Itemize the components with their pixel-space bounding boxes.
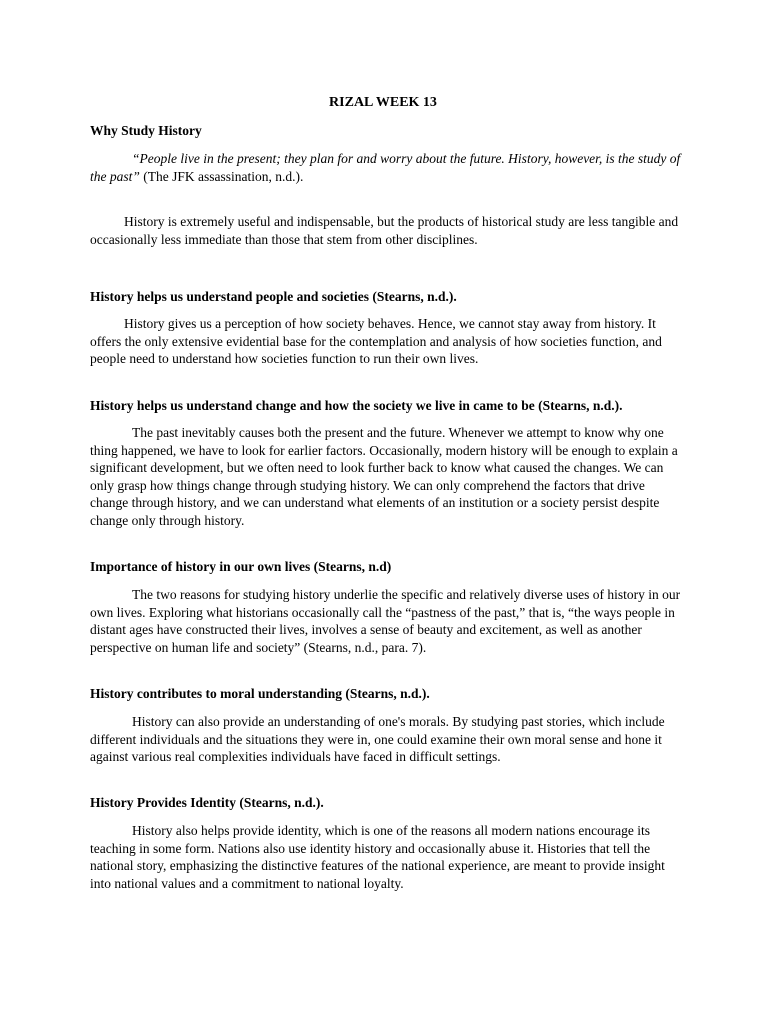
section-body-own-lives: The two reasons for studying history underlie the specific and relatively diverse uses of history in our own lives. Exploring what historians occasionally call the “pastness of the past,” that is, “the ways people in distant ages have constructed their lives, involves a sense of beauty and excitement, as well as another perspective on human life and society” (Stearns, n.d., para. 7).	[90, 587, 681, 655]
quote-text: “People live in the present; they plan for and worry about the future. History, however, is the study of the past”	[90, 151, 681, 184]
section-heading-moral: History contributes to moral understanding (Stearns, n.d.).	[90, 686, 430, 701]
section-heading-people-societies: History helps us understand people and societies (Stearns, n.d.).	[90, 289, 457, 304]
quote-citation: (The JFK assassination, n.d.).	[139, 168, 304, 184]
section-body-identity: History also helps provide identity, which is one of the reasons all modern nations encourage its teaching in some form. Nations also use identity history and occasionally abuse it. Histories that tell the national story, emphasizing the distinctive features of the national experience, are meant to provide insight into national values and a commitment to national loyalty.	[90, 823, 665, 891]
section-heading-change: History helps us understand change and how the society we live in came to be (Stearns, n.d.).	[90, 398, 623, 413]
page-title: RIZAL WEEK 13	[329, 95, 437, 110]
section-body-change: The past inevitably causes both the present and the future. Whenever we attempt to know why one thing happened, we have to look for earlier factors. Occasionally, modern history will be enough to explain a significant development, but we often need to look further back to know what caused the changes. We can only grasp how things change through studying history. We can only comprehend the factors that drive change through history, and we can understand what elements of an institution or a society persist despite change only through history.	[90, 425, 678, 528]
section-body-people-societies: History gives us a perception of how society behaves. Hence, we cannot stay away from history. It offers the only extensive evidential base for the contemplation and analysis of how societies function, and people need to understand how societies function to run their own lives.	[90, 316, 662, 367]
section-body-moral: History can also provide an understanding of one's morals. By studying past stories, which include different individuals and the situations they were in, one could examine their own moral sense and hone it against various real complexities individuals have faced in difficult settings.	[90, 714, 665, 765]
section-heading-identity: History Provides Identity (Stearns, n.d.).	[90, 795, 324, 810]
intro-paragraph: History is extremely useful and indispensable, but the products of historical study are less tangible and occasionally less immediate than those that stem from other disciplines.	[90, 214, 679, 247]
section-heading-why-study: Why Study History	[90, 123, 202, 138]
opening-quote	[90, 150, 682, 185]
section-heading-own-lives: Importance of history in our own lives (Stearns, n.d)	[90, 559, 392, 574]
